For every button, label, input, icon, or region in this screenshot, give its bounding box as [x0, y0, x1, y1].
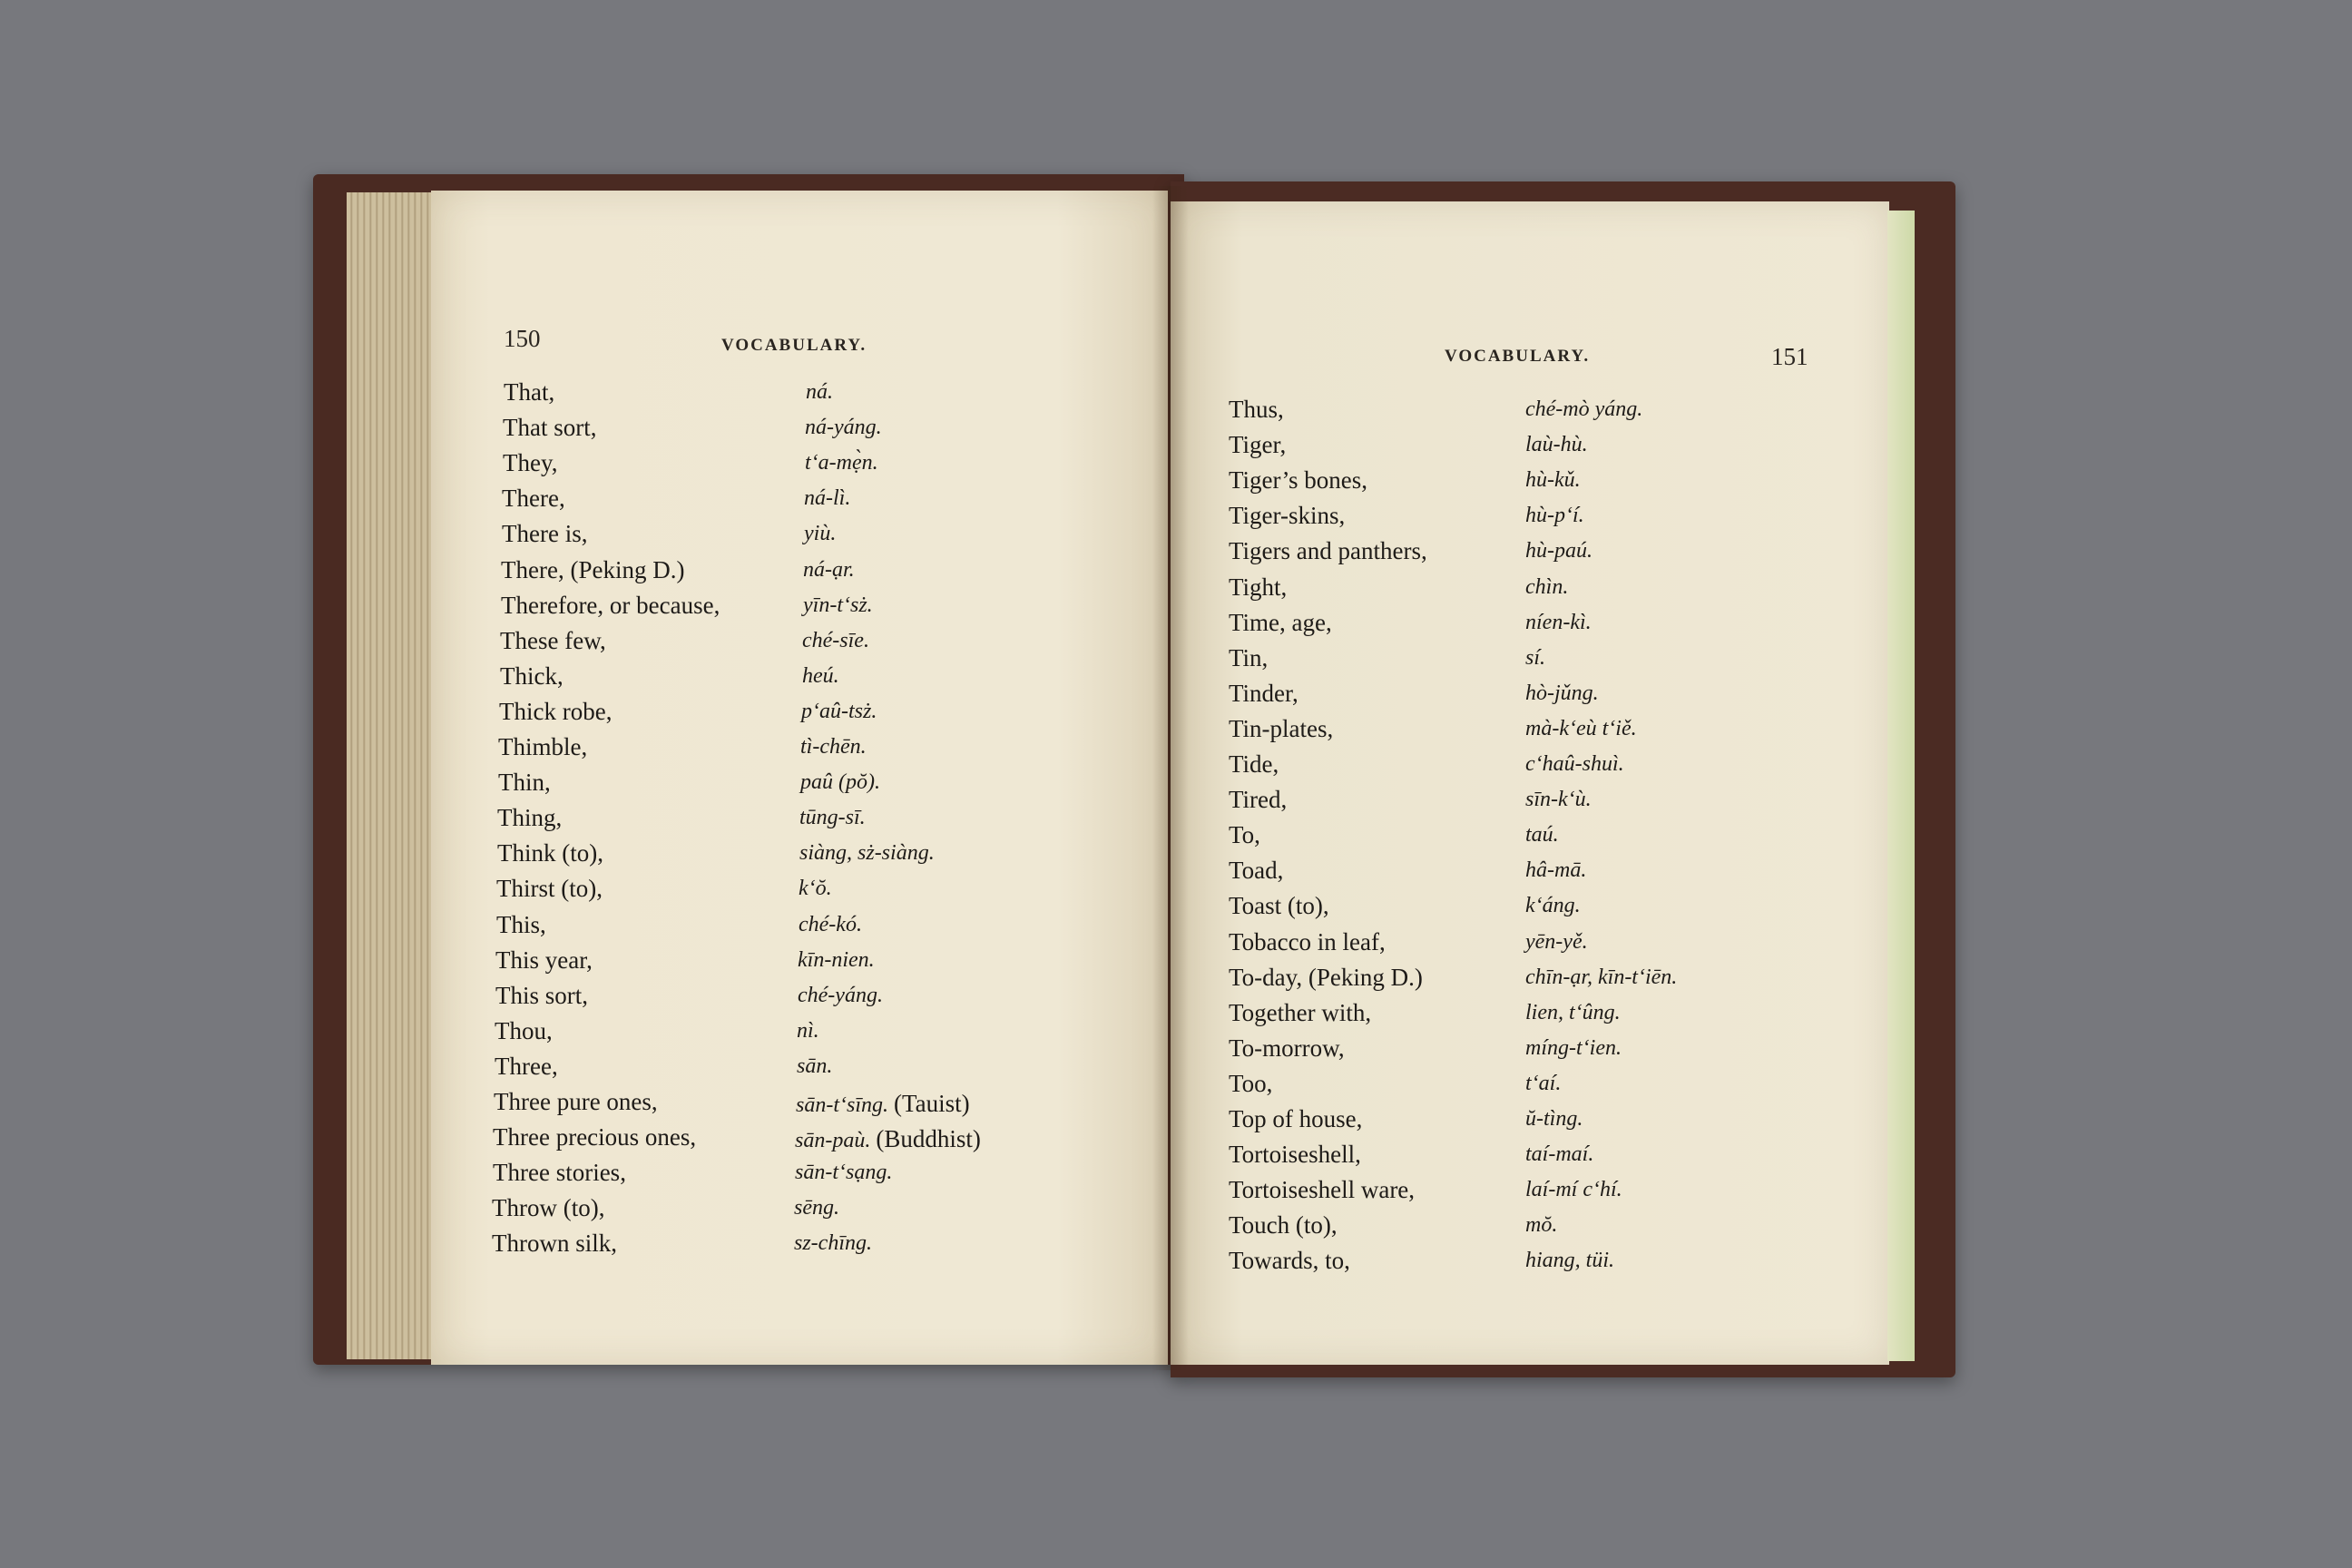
romanization-text: sān.: [797, 1054, 833, 1078]
entry-term: Too,: [1229, 1069, 1273, 1097]
romanization-text: tʻa-mẹ̀n.: [805, 451, 878, 475]
entry-romanization: [797, 1019, 819, 1044]
entry-term: Tiger,: [1229, 431, 1287, 459]
romanization-text: kʻáng.: [1525, 894, 1581, 918]
page-edges-right: [1887, 211, 1915, 1361]
entry-term: This sort,: [495, 981, 589, 1009]
entry-term: Think (to),: [497, 839, 603, 867]
entry-term: Thick robe,: [499, 697, 612, 725]
romanization-text: sān-paù.: [795, 1129, 871, 1153]
entry-romanization: [1525, 858, 1586, 883]
romanization-text: hù-paú.: [1525, 539, 1592, 564]
entry-term: Thick,: [500, 662, 564, 690]
romanization-text: heú.: [802, 663, 839, 688]
entry-term: To-day, (Peking D.): [1229, 963, 1423, 991]
right-page: [1171, 201, 1889, 1365]
entry-term: Thou,: [495, 1016, 553, 1044]
entry-term: Three,: [495, 1052, 558, 1080]
entry-term: This,: [496, 910, 546, 938]
entry-romanization: [799, 841, 935, 866]
romanization-text: ché-sīe.: [802, 628, 869, 652]
romanization-text: hiang, tüi.: [1525, 1249, 1615, 1273]
entry-romanization: [799, 806, 866, 830]
romanization-text: hù-pʻí.: [1525, 504, 1584, 528]
entry-romanization: [1525, 681, 1599, 706]
entry-romanization: [802, 629, 869, 653]
entry-term: That,: [504, 378, 555, 406]
romanization-text: taú.: [1525, 823, 1559, 848]
entry-term: Tin-plates,: [1229, 714, 1334, 742]
romanization-text: pʻaû-tsż.: [801, 699, 877, 723]
entry-term: There is,: [502, 520, 588, 548]
entry-term: Toast (to),: [1229, 892, 1329, 920]
entry-romanization: [797, 1054, 832, 1079]
romanization-text: sīn-kʻù.: [1525, 788, 1592, 812]
entry-romanization: [1525, 894, 1581, 918]
entry-romanization: [1525, 965, 1677, 990]
entry-romanization: [804, 522, 836, 546]
romanization-text: yēn-yě.: [1525, 929, 1588, 954]
entry-term: Touch (to),: [1229, 1211, 1338, 1240]
entry-note: (Buddhist): [876, 1125, 981, 1153]
entry-term: Time, age,: [1229, 608, 1332, 636]
romanization-text: sí.: [1525, 645, 1546, 670]
romanization-text: taí-maí.: [1525, 1142, 1594, 1167]
entry-romanization: [1525, 1036, 1622, 1061]
entry-term: Three precious ones,: [493, 1123, 697, 1152]
entry-term: Thin,: [498, 769, 551, 797]
entry-term: Tigers and panthers,: [1229, 537, 1427, 565]
entry-term: Towards, to,: [1229, 1247, 1350, 1275]
entry-romanization: [805, 416, 882, 440]
entry-term: Tortoiseshell ware,: [1229, 1176, 1416, 1204]
romanization-text: nì.: [797, 1018, 819, 1043]
romanization-text: kʻŏ.: [799, 877, 832, 901]
romanization-text: siàng, sż-siàng.: [799, 841, 935, 866]
entry-term: There, (Peking D.): [501, 555, 685, 583]
entry-term: Thus,: [1229, 396, 1284, 423]
romanization-text: tì-chēn.: [800, 735, 867, 759]
entry-term: To,: [1229, 821, 1260, 849]
entry-term: Three stories,: [493, 1159, 626, 1187]
entry-romanization: [796, 1090, 970, 1118]
romanization-text: níen-kì.: [1525, 610, 1592, 634]
romanization-text: hò-jǔng.: [1525, 681, 1599, 705]
entry-term: There,: [502, 485, 565, 513]
entry-term: Thing,: [497, 804, 563, 832]
running-head: VOCABULARY.: [721, 336, 867, 355]
left-page: [431, 191, 1168, 1365]
entry-romanization: [803, 558, 855, 583]
entry-romanization: [798, 984, 883, 1008]
romanization-text: hù-kǔ.: [1525, 468, 1581, 493]
romanization-text: ná-yáng.: [805, 416, 882, 440]
entry-romanization: [1525, 433, 1588, 457]
romanization-text: paû (pŏ).: [800, 770, 880, 795]
romanization-text: yīn-tʻsż.: [803, 593, 873, 617]
romanization-text: ché-kó.: [799, 912, 862, 936]
romanization-text: míng-tʻien.: [1525, 1035, 1622, 1060]
entry-term: Tired,: [1229, 786, 1288, 814]
entry-romanization: [1525, 539, 1592, 564]
entry-term: Therefore, or because,: [501, 591, 720, 619]
romanization-text: chīn-ạr, kīn-tʻiēn.: [1525, 965, 1678, 989]
entry-term: Thimble,: [498, 733, 588, 760]
romanization-text: ná.: [806, 380, 833, 404]
entry-romanization: [794, 1196, 839, 1220]
entry-romanization: [1525, 823, 1559, 848]
romanization-text: cʻhaû-shuì.: [1525, 752, 1624, 776]
entry-romanization: [1525, 1249, 1614, 1273]
entry-term: Toad,: [1229, 857, 1284, 885]
romanization-text: ŭ-tìng.: [1525, 1107, 1583, 1131]
entry-romanization: [799, 877, 832, 901]
romanization-text: sz-chīng.: [794, 1231, 872, 1256]
romanization-text: sēng.: [794, 1196, 839, 1220]
entry-romanization: [799, 913, 862, 937]
entry-romanization: [1525, 1142, 1593, 1167]
entry-romanization: [802, 664, 839, 689]
entry-term: Throw (to),: [492, 1194, 605, 1222]
romanization-text: tʻaí.: [1525, 1071, 1562, 1095]
entry-romanization: [1525, 1001, 1621, 1025]
page-number: 150: [504, 325, 541, 352]
entry-term: Tobacco in leaf,: [1229, 927, 1386, 956]
entry-romanization: [794, 1231, 872, 1256]
entry-romanization: [806, 380, 833, 405]
romanization-text: yiù.: [804, 522, 837, 546]
entry-romanization: [1525, 788, 1592, 812]
entry-term: Thrown silk,: [492, 1230, 617, 1258]
entry-romanization: [1525, 468, 1581, 493]
romanization-text: hâ-mā.: [1525, 858, 1587, 883]
entry-romanization: [805, 451, 878, 475]
entry-term: These few,: [500, 626, 606, 654]
entry-romanization: [1525, 504, 1584, 528]
entry-term: Tiger’s bones,: [1229, 466, 1368, 495]
entry-romanization: [803, 593, 873, 618]
romanization-text: sān-tʻsīng.: [796, 1093, 888, 1117]
entry-term: They,: [503, 449, 558, 477]
book-gutter: [1152, 186, 1189, 1370]
entry-romanization: [795, 1161, 892, 1185]
romanization-text: ché-mò yáng.: [1525, 397, 1643, 421]
entry-romanization: [1525, 717, 1637, 741]
romanization-text: ná-lì.: [804, 486, 851, 511]
entry-note: (Tauist): [894, 1090, 970, 1117]
page-number: 151: [1771, 343, 1808, 370]
entry-term: That sort,: [503, 414, 597, 442]
romanization-text: ché-yáng.: [798, 983, 883, 1007]
entry-romanization: [1525, 1107, 1583, 1132]
romanization-text: mà-kʻeù tʻiě.: [1525, 716, 1637, 740]
entry-romanization: [1525, 575, 1568, 600]
entry-term: This year,: [495, 946, 593, 974]
entry-term: Top of house,: [1229, 1105, 1363, 1132]
entry-romanization: [1525, 752, 1624, 777]
entry-romanization: [804, 486, 850, 511]
romanization-text: tūng-sī.: [799, 806, 866, 830]
entry-term: Thirst (to),: [496, 875, 603, 903]
romanization-text: laù-hù.: [1525, 433, 1588, 457]
entry-romanization: [800, 770, 880, 795]
entry-term: To-morrow,: [1229, 1034, 1345, 1062]
entry-romanization: [1525, 397, 1642, 422]
entry-romanization: [798, 948, 875, 973]
entry-romanization: [1525, 930, 1588, 955]
entry-romanization: [1525, 1213, 1557, 1238]
entry-romanization: [800, 735, 867, 760]
entry-romanization: [1525, 646, 1545, 671]
entry-term: Tight,: [1229, 573, 1288, 601]
romanization-text: chìn.: [1525, 574, 1569, 599]
entry-romanization: [1525, 1178, 1622, 1202]
entry-romanization: [801, 700, 877, 724]
entry-term: Tide,: [1229, 750, 1279, 778]
entry-term: Tinder,: [1229, 679, 1298, 707]
entry-romanization: [1525, 611, 1592, 635]
entry-term: Tiger-skins,: [1229, 502, 1346, 530]
entry-term: Together with,: [1229, 998, 1372, 1026]
entry-term: Tortoiseshell,: [1229, 1141, 1361, 1169]
romanization-text: lien, tʻûng.: [1525, 1000, 1621, 1024]
entry-romanization: [1525, 1072, 1561, 1096]
entry-romanization: [795, 1125, 981, 1153]
romanization-text: mŏ.: [1525, 1213, 1558, 1238]
running-head: VOCABULARY.: [1445, 347, 1591, 366]
romanization-text: laí-mí cʻhí.: [1525, 1178, 1622, 1202]
romanization-text: sān-tʻsạng.: [795, 1161, 893, 1185]
romanization-text: ná-ạr.: [803, 557, 855, 582]
entry-term: Three pure ones,: [494, 1088, 658, 1115]
entry-term: Tin,: [1229, 643, 1269, 671]
romanization-text: kīn-nien.: [798, 947, 875, 972]
